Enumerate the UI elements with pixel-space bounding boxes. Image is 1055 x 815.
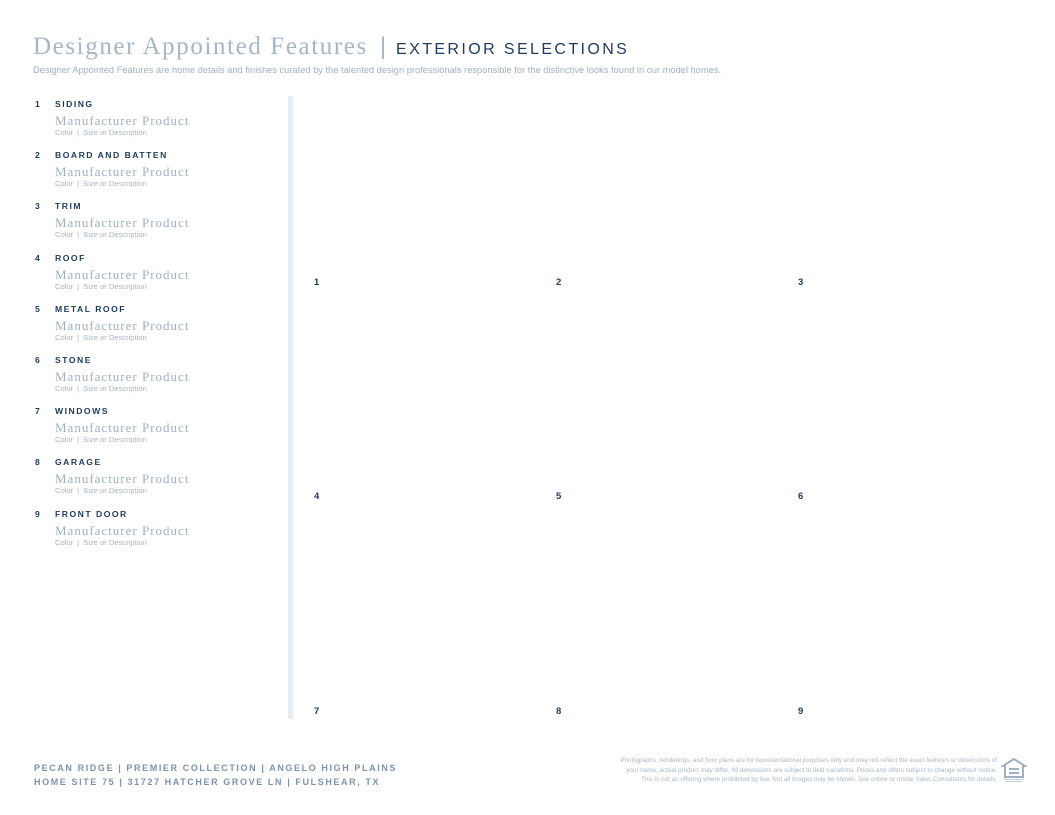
item-name: TRIM (55, 201, 83, 212)
item-number: 7 (35, 406, 42, 417)
item-details (55, 333, 275, 342)
item-description: Size or Description (83, 281, 147, 291)
item-number: 8 (35, 457, 42, 468)
item-color: Color (55, 128, 74, 137)
item-color: Color (55, 230, 74, 240)
item-separator: | (77, 435, 80, 445)
item-details (55, 435, 275, 444)
selections-list (35, 99, 275, 560)
vertical-divider (288, 96, 293, 719)
grid-label-3: 3 (798, 277, 804, 288)
footer-disclaimer (517, 756, 997, 785)
item-name: SIDING (55, 99, 94, 109)
item-product: Manufacturer Product (55, 522, 190, 538)
disclaimer-line: your home; actual product may differ. All dimensions are subject to field variations. Prices and offers subject to change without notice. (626, 766, 997, 774)
item-color: Color (55, 435, 74, 445)
item-separator: | (77, 383, 80, 393)
grid-label-2: 2 (556, 277, 562, 288)
grid-label-5: 5 (556, 491, 562, 502)
list-item (35, 457, 275, 508)
item-description: Size or Description (83, 179, 147, 189)
item-name: METAL ROOF (55, 303, 127, 314)
item-name: FRONT DOOR (55, 508, 128, 519)
item-product: Manufacturer Product (55, 420, 190, 436)
item-separator: | (77, 128, 80, 137)
item-number: 3 (35, 201, 42, 212)
item-name: STONE (55, 354, 92, 365)
grid-label-4: 4 (314, 491, 320, 502)
item-number: 4 (35, 252, 42, 263)
item-name: GARAGE (55, 457, 102, 468)
title-separator: | (379, 33, 387, 60)
list-item (35, 201, 275, 252)
equal-housing-opportunity-icon (1001, 757, 1027, 783)
list-item (35, 509, 275, 560)
disclaimer-line: Photographs, renderings, and floor plans are for representational purposes only and may not reflect the exact features or dimensions of (620, 757, 997, 764)
item-details (55, 384, 275, 393)
list-item (35, 150, 275, 201)
title-row (33, 33, 721, 61)
item-separator: | (77, 281, 80, 291)
item-product: Manufacturer Product (55, 317, 190, 333)
item-number: 2 (35, 150, 42, 161)
item-product: Manufacturer Product (55, 215, 190, 231)
page-subtitle: Designer Appointed Features are home details and finishes curated by the talented design professionals responsible for the distinctive looks found in our model homes. (33, 65, 722, 75)
item-number: 6 (35, 354, 42, 365)
item-separator: | (77, 486, 80, 496)
list-item (35, 355, 275, 406)
item-description: Size or Description (83, 128, 147, 137)
section-title: EXTERIOR SELECTIONS (396, 41, 630, 58)
item-details (55, 486, 275, 495)
item-description: Size or Description (83, 435, 147, 445)
item-product: Manufacturer Product (55, 471, 190, 487)
item-details (55, 538, 275, 547)
footer-homesite: HOME SITE 75 | 31727 HATCHER GROVE LN | FULSHEAR, TX (34, 777, 381, 787)
item-details (55, 230, 275, 239)
list-item (35, 304, 275, 355)
item-name: BOARD AND BATTEN (55, 150, 168, 161)
item-color: Color (55, 486, 74, 496)
item-color: Color (55, 383, 74, 393)
list-item (35, 253, 275, 304)
item-color: Color (55, 179, 74, 189)
item-separator: | (77, 230, 80, 240)
list-item (35, 99, 275, 150)
disclaimer-line: This is not an offering where prohibited by law. Not all images may be shown. See online or onsite Sales Consultants for details. (641, 776, 997, 784)
grid-label-9: 9 (798, 706, 804, 717)
grid-label-8: 8 (556, 706, 562, 717)
item-separator: | (77, 332, 80, 342)
item-color: Color (55, 537, 74, 547)
page-title: Designer Appointed Features (33, 33, 368, 60)
item-color: Color (55, 281, 74, 291)
item-name: ROOF (55, 252, 86, 263)
item-details (55, 179, 275, 188)
item-details (55, 282, 275, 291)
item-product: Manufacturer Product (55, 113, 190, 128)
item-number: 9 (35, 508, 42, 519)
grid-label-1: 1 (314, 277, 320, 288)
item-description: Size or Description (83, 332, 147, 342)
grid-label-7: 7 (314, 706, 320, 717)
footer-address (34, 761, 397, 789)
grid-label-6: 6 (798, 491, 804, 502)
item-number: 1 (35, 99, 42, 109)
list-item (35, 406, 275, 457)
item-description: Size or Description (83, 230, 147, 240)
item-name: WINDOWS (55, 406, 109, 417)
item-product: Manufacturer Product (55, 266, 190, 282)
item-description: Size or Description (83, 383, 147, 393)
item-color: Color (55, 332, 74, 342)
header (33, 33, 721, 75)
item-details (55, 128, 275, 137)
item-separator: | (77, 179, 80, 189)
item-description: Size or Description (83, 537, 147, 547)
item-product: Manufacturer Product (55, 164, 190, 180)
item-number: 5 (35, 303, 42, 314)
footer-community: PECAN RIDGE | PREMIER COLLECTION | ANGELO HIGH PLAINS (34, 763, 398, 773)
item-description: Size or Description (83, 486, 147, 496)
item-product: Manufacturer Product (55, 368, 190, 384)
item-separator: | (77, 537, 80, 547)
